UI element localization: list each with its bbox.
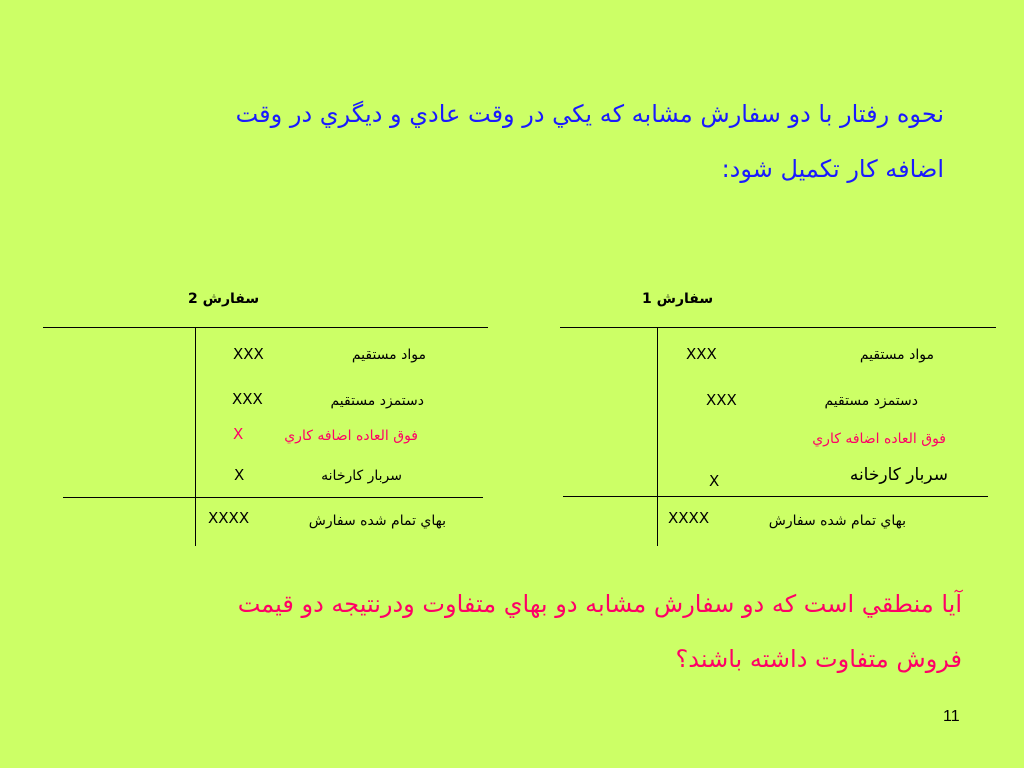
order-2-divider <box>195 328 196 546</box>
order-1-overhead-label: سربار كارخانه <box>849 465 948 485</box>
order-1-total-value: XXXX <box>668 509 710 527</box>
order-1-direct-labor-label: دستمزد مستقيم <box>824 393 918 409</box>
order-2-overhead-label: سربار كارخانه <box>321 468 402 484</box>
slide-title-line-1: نحوه رفتار با دو سفارش مشابه كه يكي در وقت عادي و ديگري در وقت <box>235 100 944 128</box>
order-2-overtime-label: فوق العاده اضافه كاري <box>284 428 418 444</box>
order-1-direct-materials-label: مواد مستقيم <box>859 347 934 363</box>
order-2-overtime-value: X <box>233 425 244 443</box>
order-2-total-line <box>63 497 483 498</box>
order-2-header: سفارش 2 <box>188 291 260 307</box>
order-1-header: سفارش 1 <box>642 291 714 307</box>
page-number: 11 <box>943 708 960 725</box>
order-1-total-label: بهاي تمام شده سفارش <box>768 513 906 529</box>
order-1-direct-materials-value: XXX <box>686 345 717 363</box>
order-1-overhead-value: X <box>709 472 720 490</box>
order-1-direct-labor-value: XXX <box>706 391 737 409</box>
order-2-direct-materials-value: XXX <box>233 345 264 363</box>
order-1-top-line <box>560 327 996 328</box>
order-2-direct-labor-label: دستمزد مستقيم <box>330 393 424 409</box>
order-2-direct-labor-value: XXX <box>232 390 263 408</box>
question-line-2: فروش متفاوت داشته باشند؟ <box>675 645 962 673</box>
order-1-total-line <box>563 496 988 497</box>
order-2-total-label: بهاي تمام شده سفارش <box>308 513 446 529</box>
question-line-1: آيا منطقي است كه دو سفارش مشابه دو بهاي متفاوت ودرنتيجه دو قيمت <box>237 590 962 618</box>
order-2-total-value: XXXX <box>208 509 250 527</box>
order-1-overtime-label: فوق العاده اضافه كاري <box>812 431 946 447</box>
order-2-overhead-value: X <box>234 466 245 484</box>
order-2-top-line <box>43 327 488 328</box>
slide-title-line-2: اضافه كار تكميل شود: <box>721 155 944 183</box>
order-2-direct-materials-label: مواد مستقيم <box>351 347 426 363</box>
order-1-divider <box>657 328 658 546</box>
